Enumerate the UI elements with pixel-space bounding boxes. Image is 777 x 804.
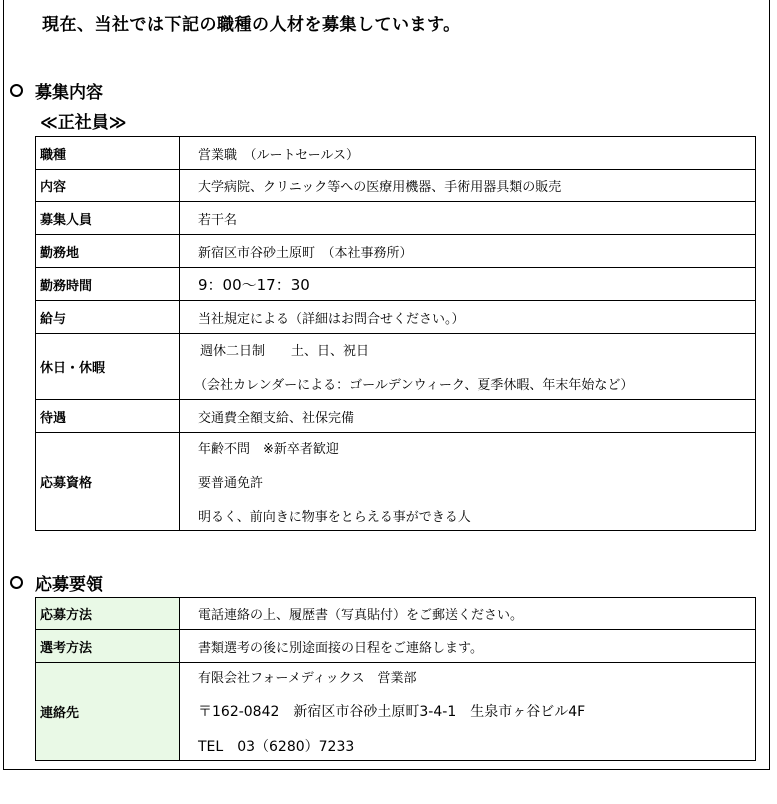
row-label: 職種: [36, 137, 180, 170]
row-label: 応募資格: [36, 433, 180, 531]
table-row: [36, 170, 756, 202]
row-value: 大学病院、クリニック等への医療用機器、手術用器具類の販売: [180, 170, 756, 202]
employment-type-heading: ≪正社員≫: [40, 113, 127, 133]
row-value: 書類選考の後に別途面接の日程をご連絡します。: [180, 630, 756, 663]
row-label: 連絡先: [36, 663, 180, 761]
table-row: [36, 630, 756, 663]
section-heading-recruitment: [10, 78, 103, 103]
intro-text: 現在、当社では下記の職種の人材を募集しています。: [42, 15, 461, 35]
circle-bullet-icon: [10, 576, 23, 589]
application-table: [35, 597, 756, 761]
row-label: 勤務地: [36, 235, 180, 268]
row-value: 週休二日制 土、日、祝日 （会社カレンダーによる：ゴールデンウィーク、夏季休暇、年末年始など）: [180, 334, 756, 400]
row-label: 募集人員: [36, 202, 180, 235]
row-value: 電話連絡の上、履歴書（写真貼付）をご郵送ください。: [180, 598, 756, 630]
table-row: [36, 663, 756, 761]
row-value: 9：00～17：30: [180, 268, 756, 301]
row-label: 勤務時間: [36, 268, 180, 301]
table-row: [36, 301, 756, 334]
table-row: [36, 202, 756, 235]
row-value: 交通費全額支給、社保完備: [180, 400, 756, 433]
table-row: [36, 334, 756, 400]
section-heading-application: [10, 570, 103, 595]
table-row: [36, 598, 756, 630]
row-value: 新宿区市谷砂土原町 （本社事務所）: [180, 235, 756, 268]
recruitment-table: [35, 136, 756, 531]
row-value: 有限会社フォーメディックス 営業部 〒162-0842 新宿区市谷砂土原町3-4-1 生泉市ヶ谷ビル4F TEL 03（6280）7233: [180, 663, 756, 761]
row-label: 応募方法: [36, 598, 180, 630]
table-row: [36, 400, 756, 433]
row-value: 若干名: [180, 202, 756, 235]
table-row: [36, 235, 756, 268]
table-row: [36, 137, 756, 170]
circle-bullet-icon: [10, 84, 23, 97]
row-value: 営業職 （ルートセールス）: [180, 137, 756, 170]
row-label: 休日・休暇: [36, 334, 180, 400]
row-label: 待遇: [36, 400, 180, 433]
table-row: [36, 433, 756, 531]
section-heading-label: 応募要領: [35, 575, 103, 595]
row-label: 内容: [36, 170, 180, 202]
row-value: 当社規定による（詳細はお問合せください。）: [180, 301, 756, 334]
section-heading-label: 募集内容: [35, 83, 103, 103]
row-value: 年齢不問 ※新卒者歓迎 要普通免許 明るく、前向きに物事をとらえる事ができる人: [180, 433, 756, 531]
table-row: [36, 268, 756, 301]
row-label: 選考方法: [36, 630, 180, 663]
row-label: 給与: [36, 301, 180, 334]
